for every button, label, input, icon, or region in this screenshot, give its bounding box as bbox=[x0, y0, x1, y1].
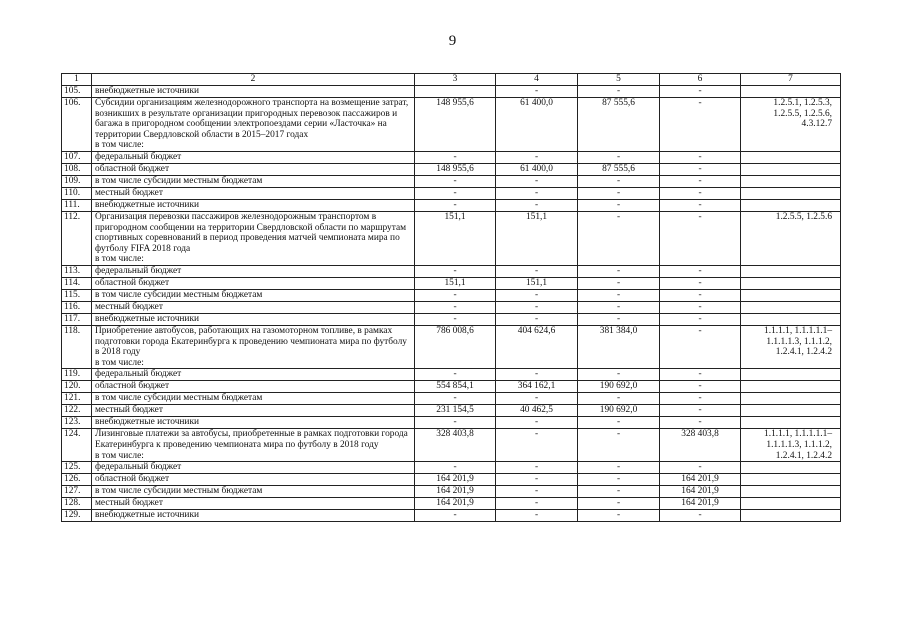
year-value: 190 692,0 bbox=[578, 405, 660, 417]
year-value: - bbox=[496, 486, 578, 498]
year-value: - bbox=[660, 510, 741, 522]
table-row bbox=[62, 325, 841, 368]
row-number: 126. bbox=[62, 474, 92, 486]
row-description-text: областной бюджет bbox=[95, 163, 170, 174]
total-value: 151,1 bbox=[415, 211, 496, 265]
year-value: 381 384,0 bbox=[578, 325, 660, 368]
row-description-text: внебюджетные источники bbox=[95, 417, 200, 428]
total-value: - bbox=[415, 187, 496, 199]
year-value: - bbox=[496, 289, 578, 301]
row-description-text: внебюджетные источники bbox=[95, 199, 200, 210]
year-value: - bbox=[578, 187, 660, 199]
total-value bbox=[415, 86, 496, 98]
row-number: 117. bbox=[62, 313, 92, 325]
row-number: 121. bbox=[62, 393, 92, 405]
row-description-text: федеральный бюджет bbox=[95, 151, 182, 162]
year-value: - bbox=[496, 462, 578, 474]
target-codes: 1.1.1.1, 1.1.1.1.1– 1.1.1.1.3, 1.1.1.2, 1.2.4.1, 1.2.4.2 bbox=[741, 429, 841, 462]
row-description bbox=[92, 369, 415, 381]
year-value: - bbox=[660, 381, 741, 393]
year-value: - bbox=[496, 510, 578, 522]
row-description bbox=[92, 175, 415, 187]
row-subheading: в том числе: bbox=[95, 357, 144, 368]
total-value: 554 854,1 bbox=[415, 381, 496, 393]
target-codes bbox=[741, 175, 841, 187]
row-number: 112. bbox=[62, 211, 92, 265]
year-value: - bbox=[496, 187, 578, 199]
row-description bbox=[92, 277, 415, 289]
year-value: - bbox=[578, 429, 660, 462]
total-value: - bbox=[415, 393, 496, 405]
row-number: 113. bbox=[62, 265, 92, 277]
year-value: - bbox=[578, 289, 660, 301]
table-row bbox=[62, 405, 841, 417]
year-value: - bbox=[496, 429, 578, 462]
row-number: 120. bbox=[62, 381, 92, 393]
row-description-text: Организация перевозки пассажиров железнодорожным транспортом в пригородном сообщении на территории Свердловской области по маршрутам спортивных соревнований в период проведения матчей чемпионата мира по футболу FIFA 2018 года bbox=[95, 211, 407, 254]
total-value: - bbox=[415, 462, 496, 474]
year-value: 151,1 bbox=[496, 211, 578, 265]
column-header: 6 bbox=[660, 74, 741, 86]
row-number: 122. bbox=[62, 405, 92, 417]
table-header-row bbox=[62, 74, 841, 86]
total-value: - bbox=[415, 289, 496, 301]
row-description-text: федеральный бюджет bbox=[95, 265, 182, 276]
row-description bbox=[92, 313, 415, 325]
target-codes bbox=[741, 393, 841, 405]
row-number: 107. bbox=[62, 151, 92, 163]
target-codes bbox=[741, 301, 841, 313]
year-value: - bbox=[660, 417, 741, 429]
year-value: - bbox=[660, 325, 741, 368]
row-description bbox=[92, 417, 415, 429]
total-value: - bbox=[415, 151, 496, 163]
column-header: 2 bbox=[92, 74, 415, 86]
budget-table bbox=[61, 73, 841, 522]
row-description-text: в том числе субсидии местным бюджетам bbox=[95, 175, 263, 186]
target-codes: 1.2.5.5, 1.2.5.6 bbox=[741, 211, 841, 265]
row-description-text: областной бюджет bbox=[95, 277, 170, 288]
row-description bbox=[92, 98, 415, 152]
row-number: 105. bbox=[62, 86, 92, 98]
year-value: 164 201,9 bbox=[660, 474, 741, 486]
column-header: 5 bbox=[578, 74, 660, 86]
row-number: 108. bbox=[62, 163, 92, 175]
row-description-text: в том числе субсидии местным бюджетам bbox=[95, 289, 263, 300]
row-description bbox=[92, 289, 415, 301]
table-row bbox=[62, 486, 841, 498]
total-value: 164 201,9 bbox=[415, 474, 496, 486]
table-row bbox=[62, 265, 841, 277]
year-value: 87 555,6 bbox=[578, 98, 660, 152]
row-description bbox=[92, 211, 415, 265]
table-row bbox=[62, 313, 841, 325]
column-header: 4 bbox=[496, 74, 578, 86]
row-description-text: областной бюджет bbox=[95, 381, 170, 392]
target-codes bbox=[741, 405, 841, 417]
table-row bbox=[62, 393, 841, 405]
year-value: 87 555,6 bbox=[578, 163, 660, 175]
target-codes bbox=[741, 498, 841, 510]
year-value: - bbox=[660, 151, 741, 163]
target-codes bbox=[741, 369, 841, 381]
row-subheading: в том числе: bbox=[95, 450, 144, 461]
row-description bbox=[92, 151, 415, 163]
year-value: - bbox=[578, 86, 660, 98]
year-value: - bbox=[660, 405, 741, 417]
total-value: 148 955,6 bbox=[415, 163, 496, 175]
table-row bbox=[62, 86, 841, 98]
year-value: - bbox=[578, 151, 660, 163]
year-value: 328 403,8 bbox=[660, 429, 741, 462]
target-codes bbox=[741, 151, 841, 163]
year-value: - bbox=[496, 175, 578, 187]
year-value: - bbox=[660, 199, 741, 211]
row-number: 110. bbox=[62, 187, 92, 199]
year-value: - bbox=[578, 486, 660, 498]
year-value: - bbox=[578, 393, 660, 405]
target-codes bbox=[741, 510, 841, 522]
table-row bbox=[62, 369, 841, 381]
year-value: - bbox=[578, 498, 660, 510]
year-value: - bbox=[660, 369, 741, 381]
year-value: 40 462,5 bbox=[496, 405, 578, 417]
row-description-text: местный бюджет bbox=[95, 498, 163, 509]
year-value: - bbox=[496, 199, 578, 211]
total-value: - bbox=[415, 510, 496, 522]
year-value: - bbox=[578, 462, 660, 474]
row-number: 116. bbox=[62, 301, 92, 313]
row-description-text: Приобретение автобусов, работающих на газомоторном топливе, в рамках подготовки города Екатеринбурга к проведению чемпионата мира по футболу в 2018 году bbox=[95, 325, 407, 358]
total-value: 151,1 bbox=[415, 277, 496, 289]
row-description bbox=[92, 187, 415, 199]
year-value: 151,1 bbox=[496, 277, 578, 289]
total-value: 148 955,6 bbox=[415, 98, 496, 152]
table-row bbox=[62, 175, 841, 187]
total-value: - bbox=[415, 301, 496, 313]
row-number: 127. bbox=[62, 486, 92, 498]
target-codes: 1.1.1.1, 1.1.1.1.1– 1.1.1.1.3, 1.1.1.2, 1.2.4.1, 1.2.4.2 bbox=[741, 325, 841, 368]
row-description bbox=[92, 86, 415, 98]
year-value: - bbox=[660, 313, 741, 325]
year-value: - bbox=[660, 175, 741, 187]
row-number: 124. bbox=[62, 429, 92, 462]
row-number: 114. bbox=[62, 277, 92, 289]
row-description bbox=[92, 498, 415, 510]
year-value: - bbox=[660, 265, 741, 277]
row-number: 129. bbox=[62, 510, 92, 522]
row-number: 115. bbox=[62, 289, 92, 301]
row-number: 128. bbox=[62, 498, 92, 510]
year-value: 164 201,9 bbox=[660, 498, 741, 510]
year-value: - bbox=[496, 369, 578, 381]
year-value: - bbox=[578, 277, 660, 289]
table-row bbox=[62, 462, 841, 474]
year-value: - bbox=[660, 462, 741, 474]
row-number: 109. bbox=[62, 175, 92, 187]
year-value: 61 400,0 bbox=[496, 163, 578, 175]
total-value: - bbox=[415, 313, 496, 325]
year-value: - bbox=[660, 86, 741, 98]
row-description bbox=[92, 381, 415, 393]
year-value: - bbox=[578, 474, 660, 486]
table-row bbox=[62, 151, 841, 163]
row-description bbox=[92, 265, 415, 277]
year-value: - bbox=[578, 199, 660, 211]
year-value: - bbox=[578, 265, 660, 277]
row-description-text: Субсидии организациям железнодорожного транспорта на возмещение затрат, возникших в результате организации пригородных перевозок пассажиров и багажа в пригородном сообщении электропоездами серии «Ласточка» на территории Свердловской области в 2015–2017 годах bbox=[95, 98, 409, 140]
table-row bbox=[62, 417, 841, 429]
target-codes bbox=[741, 474, 841, 486]
row-number: 111. bbox=[62, 199, 92, 211]
year-value: - bbox=[496, 151, 578, 163]
target-codes bbox=[741, 86, 841, 98]
target-codes bbox=[741, 289, 841, 301]
table-row bbox=[62, 211, 841, 265]
year-value: - bbox=[660, 211, 741, 265]
total-value: - bbox=[415, 265, 496, 277]
year-value: - bbox=[660, 301, 741, 313]
row-description bbox=[92, 163, 415, 175]
table-row bbox=[62, 187, 841, 199]
target-codes bbox=[741, 163, 841, 175]
row-description bbox=[92, 486, 415, 498]
row-description bbox=[92, 393, 415, 405]
target-codes bbox=[741, 313, 841, 325]
year-value: 190 692,0 bbox=[578, 381, 660, 393]
year-value: - bbox=[496, 474, 578, 486]
year-value: - bbox=[660, 163, 741, 175]
row-number: 125. bbox=[62, 462, 92, 474]
table-row bbox=[62, 498, 841, 510]
total-value: 164 201,9 bbox=[415, 498, 496, 510]
total-value: - bbox=[415, 369, 496, 381]
total-value: - bbox=[415, 175, 496, 187]
row-description bbox=[92, 510, 415, 522]
table-row bbox=[62, 163, 841, 175]
table-row bbox=[62, 381, 841, 393]
total-value: 328 403,8 bbox=[415, 429, 496, 462]
row-description bbox=[92, 405, 415, 417]
row-description-text: федеральный бюджет bbox=[95, 369, 182, 380]
total-value: 786 008,6 bbox=[415, 325, 496, 368]
target-codes bbox=[741, 265, 841, 277]
table-row bbox=[62, 510, 841, 522]
year-value: - bbox=[496, 498, 578, 510]
total-value: 164 201,9 bbox=[415, 486, 496, 498]
row-subheading: в том числе: bbox=[95, 254, 144, 265]
row-description-text: местный бюджет bbox=[95, 187, 163, 198]
row-number: 118. bbox=[62, 325, 92, 368]
total-value: 231 154,5 bbox=[415, 405, 496, 417]
row-description bbox=[92, 325, 415, 368]
target-codes bbox=[741, 277, 841, 289]
year-value: - bbox=[496, 301, 578, 313]
table-row bbox=[62, 289, 841, 301]
year-value: - bbox=[496, 265, 578, 277]
column-header: 3 bbox=[415, 74, 496, 86]
row-description-text: в том числе субсидии местным бюджетам bbox=[95, 393, 263, 404]
target-codes bbox=[741, 462, 841, 474]
row-description-text: местный бюджет bbox=[95, 405, 163, 416]
row-description-text: внебюджетные источники bbox=[95, 86, 200, 96]
row-description bbox=[92, 462, 415, 474]
table-row bbox=[62, 98, 841, 152]
year-value: 364 162,1 bbox=[496, 381, 578, 393]
row-number: 119. bbox=[62, 369, 92, 381]
year-value: - bbox=[496, 393, 578, 405]
year-value: 404 624,6 bbox=[496, 325, 578, 368]
year-value: - bbox=[578, 510, 660, 522]
target-codes bbox=[741, 381, 841, 393]
row-number: 123. bbox=[62, 417, 92, 429]
row-description-text: местный бюджет bbox=[95, 301, 163, 312]
table-row bbox=[62, 277, 841, 289]
year-value: - bbox=[496, 313, 578, 325]
table-row bbox=[62, 474, 841, 486]
row-description-text: федеральный бюджет bbox=[95, 462, 182, 473]
year-value: - bbox=[496, 86, 578, 98]
table-row bbox=[62, 199, 841, 211]
total-value: - bbox=[415, 199, 496, 211]
row-description-text: областной бюджет bbox=[95, 474, 170, 485]
year-value: - bbox=[660, 187, 741, 199]
year-value: - bbox=[660, 98, 741, 152]
row-description bbox=[92, 429, 415, 462]
row-description-text: в том числе субсидии местным бюджетам bbox=[95, 486, 263, 497]
page-number: 9 bbox=[448, 33, 457, 49]
year-value: 61 400,0 bbox=[496, 98, 578, 152]
year-value: 164 201,9 bbox=[660, 486, 741, 498]
year-value: - bbox=[660, 277, 741, 289]
target-codes: 1.2.5.1, 1.2.5.3, 1.2.5.5, 1.2.5.6, 4.3.12.7 bbox=[741, 98, 841, 152]
target-codes bbox=[741, 187, 841, 199]
year-value: - bbox=[578, 301, 660, 313]
target-codes bbox=[741, 199, 841, 211]
table-row bbox=[62, 429, 841, 462]
row-description-text: внебюджетные источники bbox=[95, 313, 200, 324]
year-value: - bbox=[578, 417, 660, 429]
target-codes bbox=[741, 417, 841, 429]
year-value: - bbox=[660, 393, 741, 405]
table-row bbox=[62, 301, 841, 313]
year-value: - bbox=[660, 289, 741, 301]
year-value: - bbox=[578, 211, 660, 265]
row-description bbox=[92, 301, 415, 313]
year-value: - bbox=[496, 417, 578, 429]
year-value: - bbox=[578, 369, 660, 381]
row-description bbox=[92, 199, 415, 211]
column-header: 1 bbox=[62, 74, 92, 86]
row-description-text: внебюджетные источники bbox=[95, 510, 200, 521]
row-subheading: в том числе: bbox=[95, 140, 144, 151]
row-description-text: Лизинговые платежи за автобусы, приобретенные в рамках подготовки города Екатеринбурга к проведению чемпионата мира по футболу в 2018 году bbox=[95, 429, 408, 450]
year-value: - bbox=[578, 313, 660, 325]
column-header: 7 bbox=[741, 74, 841, 86]
year-value: - bbox=[578, 175, 660, 187]
target-codes bbox=[741, 486, 841, 498]
row-description bbox=[92, 474, 415, 486]
total-value: - bbox=[415, 417, 496, 429]
row-number: 106. bbox=[62, 98, 92, 152]
